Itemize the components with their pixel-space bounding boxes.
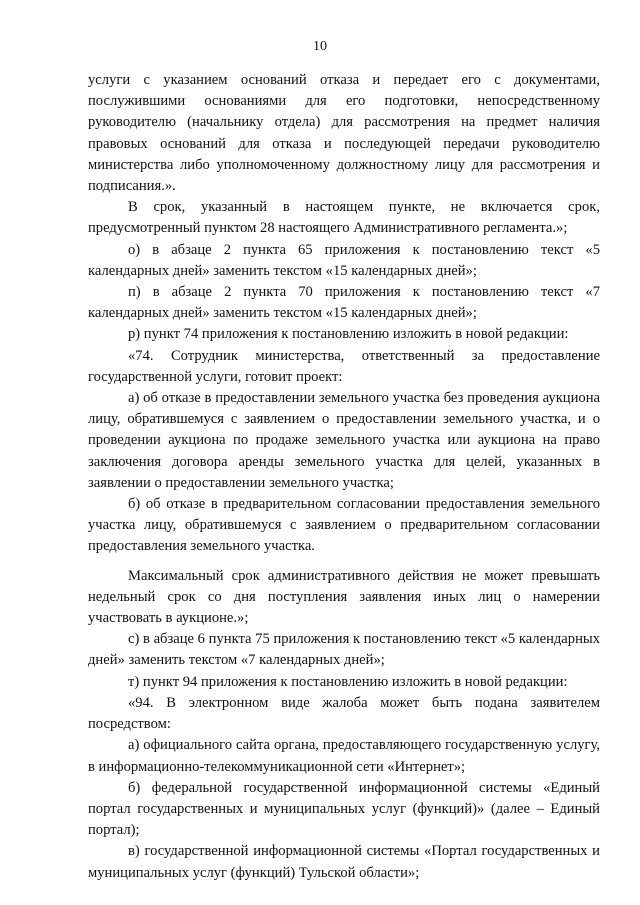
document-body — [88, 70, 600, 884]
paragraph: о) в абзаце 2 пункта 65 приложения к постановлению текст «5 календарных дней» заменить текстом «15 календарных дней»; — [88, 241, 600, 279]
paragraph: с) в абзаце 6 пункта 75 приложения к постановлению текст «5 календарных дней» заменить текстом «7 календарных дней»; — [88, 631, 600, 669]
paragraph: Максимальный срок административного действия не может превышать недельный срок со дня поступления заявления иных лиц о намерении участвовать в аукционе.»; — [88, 567, 600, 627]
paragraph: а) официального сайта органа, предоставляющего государственную услугу, в информационно-телекоммуникационной сети «Интернет»; — [88, 737, 600, 775]
page-number: 10 — [313, 39, 327, 54]
paragraph: р) пункт 74 приложения к постановлению изложить в новой редакции: — [128, 326, 569, 343]
paragraph: «74. Сотрудник министерства, ответственный за предоставление государственной услуги, готовит проект: — [88, 347, 600, 385]
paragraph: п) в абзаце 2 пункта 70 приложения к постановлению текст «7 календарных дней» заменить текстом «15 календарных дней»; — [88, 284, 600, 322]
paragraph: б) федеральной государственной информационной системы «Единый портал государственных и муниципальных услуг (функций)» (далее – Единый портал); — [88, 779, 600, 839]
paragraph: а) об отказе в предоставлении земельного участка без проведения аукциона лицу, обратившемуся с заявлением о предоставлении земельного участка, и о проведении аукциона по продаже земельного участка или аукциона на право заключения договора аренды земельного участка для целей, указанных в заявлении о предоставлении земельного участка; — [88, 390, 600, 491]
paragraph: б) об отказе в предварительном согласовании предоставления земельного участка лицу, обратившемуся с заявлением о предварительном согласовании предоставления земельного участка. — [88, 496, 600, 555]
paragraph: В срок, указанный в настоящем пункте, не включается срок, предусмотренный пунктом 28 настоящего Административного регламента.»; — [88, 199, 600, 237]
paragraph: в) государственной информационной системы «Портал государственных и муниципальных услуг (функций) Тульской области»; — [88, 843, 600, 881]
paragraph: т) пункт 94 приложения к постановлению изложить в новой редакции: — [128, 673, 568, 690]
paragraph: услуги с указанием оснований отказа и передает его с документами, послужившими основаниями для его подготовки, непосредственному руководителю (начальнику отдела) для рассмотрения на предмет наличия правовых оснований для отказа и последующей передачи руководителю министерства либо уполномоченному должностному лицу для рассмотрения и подписания.». — [88, 72, 600, 195]
paragraph: «94. В электронном виде жалоба может быть подана заявителем посредством: — [88, 694, 600, 733]
